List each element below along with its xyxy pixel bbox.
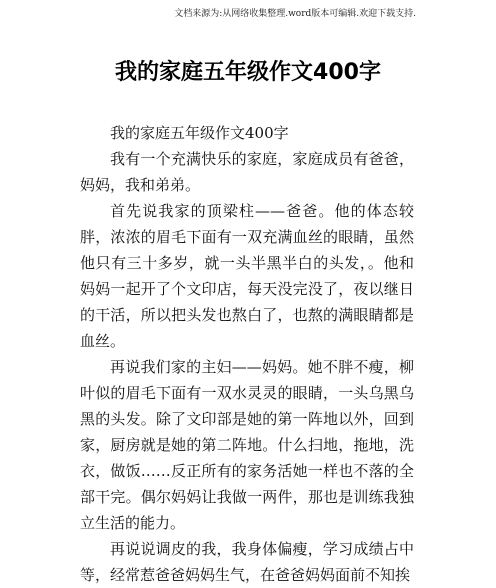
paragraph-subtitle: 我的家庭五年级作文400字 (110, 124, 289, 142)
document-body (80, 120, 414, 588)
paragraph-family-intro: 我有一个充满快乐的家庭，家庭成员有爸爸，妈妈，我和弟弟。 (80, 150, 414, 194)
document-title: 我的家庭五年级作文400字 (115, 60, 381, 85)
source-note: 文档来源为:从网络收集整理.word版本可编辑.欢迎下载支持. (174, 9, 416, 19)
paragraph-mother: 再说我们家的主妇——妈妈。她不胖不瘦，柳叶似的眉毛下面有一双水灵灵的眼睛，一头乌黑乌黑的头发。除了文印部是她的第一阵地以外，回到家，厨房就是她的第二阵地。什么扫地，拖地，洗衣，做饭……反正所有的家务活她一样也不落的全部干完。偶尔妈妈让我做一两件，那也是训练我独立生活的能力。 (80, 358, 414, 532)
paragraph-me: 再说说调皮的我，我身体偏瘦，学习成绩占中等，经常惹爸爸妈妈生气，在爸爸妈妈面前不知挨 (80, 540, 414, 584)
paragraph-father: 首先说我家的顶梁柱——爸爸。他的体态较胖，浓浓的眉毛下面有一双充满血丝的眼睛，虽然他只有三十多岁，就一头半黑半白的头发，。他和妈妈一起开了个文印店，每天没完没了，夜以继日的干活，所以把头发也熬白了，也熬的满眼睛都是血丝。 (80, 202, 414, 350)
